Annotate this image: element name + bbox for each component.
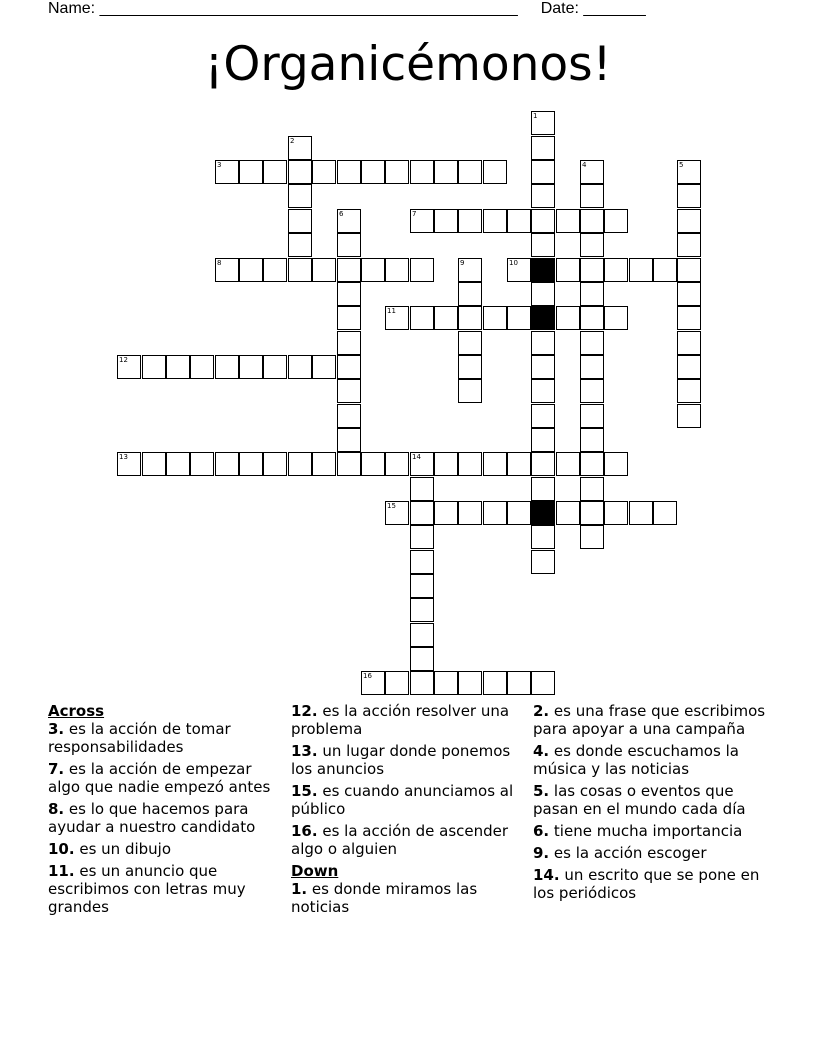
crossword-cell[interactable] bbox=[556, 306, 580, 330]
crossword-cell[interactable] bbox=[337, 258, 361, 282]
crossword-cell[interactable] bbox=[580, 428, 604, 452]
crossword-cell[interactable] bbox=[410, 574, 434, 598]
clue-text: es lo que hacemos para ayudar a nuestro candidato bbox=[48, 800, 256, 836]
crossword-cell[interactable] bbox=[337, 404, 361, 428]
crossword-black-cell bbox=[531, 306, 555, 330]
crossword-cell[interactable] bbox=[361, 452, 385, 476]
clue-text: es la acción escoger bbox=[553, 844, 707, 862]
clue-text: es la acción de ascender algo o alguien bbox=[291, 822, 509, 858]
cell-number: 6 bbox=[339, 210, 344, 218]
crossword-cell[interactable] bbox=[677, 355, 701, 379]
across-clue bbox=[291, 742, 523, 778]
crossword-cell[interactable] bbox=[556, 452, 580, 476]
clue-text: un escrito que se pone en los periódicos bbox=[533, 866, 760, 902]
crossword-cell[interactable] bbox=[531, 671, 555, 695]
crossword-cell[interactable] bbox=[531, 477, 555, 501]
across-clue bbox=[48, 840, 280, 858]
crossword-cell[interactable] bbox=[385, 306, 409, 330]
cell-number: 1 bbox=[533, 112, 538, 120]
crossword-cell[interactable] bbox=[458, 331, 482, 355]
crossword-cell[interactable] bbox=[458, 671, 482, 695]
down-clue bbox=[533, 866, 778, 902]
cell-number: 16 bbox=[363, 672, 372, 680]
crossword-cell[interactable] bbox=[483, 209, 507, 233]
clue-text: es la acción de tomar responsabilidades bbox=[48, 720, 231, 756]
cell-number: 12 bbox=[119, 356, 128, 364]
crossword-cell[interactable] bbox=[410, 209, 434, 233]
crossword-cell[interactable] bbox=[604, 452, 628, 476]
clue-number: 5. bbox=[533, 782, 550, 800]
crossword-cell[interactable] bbox=[385, 258, 409, 282]
crossword-cell[interactable] bbox=[385, 160, 409, 184]
crossword-cell[interactable] bbox=[434, 209, 458, 233]
clue-text: las cosas o eventos que pasan en el mundo cada día bbox=[533, 782, 746, 818]
cell-number: 3 bbox=[217, 161, 222, 169]
crossword-cell[interactable] bbox=[653, 501, 677, 525]
crossword-cell[interactable] bbox=[239, 160, 263, 184]
crossword-cell[interactable] bbox=[677, 331, 701, 355]
clue-text: es la acción de empezar algo que nadie empezó antes bbox=[48, 760, 271, 796]
crossword-cell[interactable] bbox=[556, 501, 580, 525]
crossword-cell[interactable] bbox=[604, 501, 628, 525]
down-clue bbox=[291, 880, 523, 916]
crossword-cell[interactable] bbox=[677, 233, 701, 257]
across-clue bbox=[48, 760, 280, 796]
clue-text: es donde escuchamos la música y las noticias bbox=[533, 742, 739, 778]
crossword-cell[interactable] bbox=[580, 233, 604, 257]
crossword-cell[interactable] bbox=[337, 452, 361, 476]
crossword-cell[interactable] bbox=[239, 258, 263, 282]
crossword-cell[interactable] bbox=[531, 355, 555, 379]
crossword-cell[interactable] bbox=[385, 671, 409, 695]
crossword-cell[interactable] bbox=[215, 355, 239, 379]
crossword-cell[interactable] bbox=[434, 160, 458, 184]
crossword-cell[interactable] bbox=[580, 379, 604, 403]
crossword-cell[interactable] bbox=[580, 331, 604, 355]
crossword-cell[interactable] bbox=[434, 306, 458, 330]
crossword-cell[interactable] bbox=[458, 160, 482, 184]
crossword-cell[interactable] bbox=[531, 233, 555, 257]
crossword-cell[interactable] bbox=[580, 404, 604, 428]
crossword-cell[interactable] bbox=[215, 258, 239, 282]
clue-text: es un anuncio que escribimos con letras muy grandes bbox=[48, 862, 246, 916]
clue-number: 16. bbox=[291, 822, 318, 840]
crossword-cell[interactable] bbox=[580, 209, 604, 233]
name-label: Name: bbox=[48, 0, 96, 17]
down-clue bbox=[533, 702, 778, 738]
clue-number: 7. bbox=[48, 760, 65, 778]
crossword-cell[interactable] bbox=[531, 404, 555, 428]
crossword-cell[interactable] bbox=[337, 282, 361, 306]
crossword-cell[interactable] bbox=[410, 258, 434, 282]
crossword-cell[interactable] bbox=[458, 258, 482, 282]
crossword-cell[interactable] bbox=[677, 282, 701, 306]
across-clue bbox=[291, 702, 523, 738]
crossword-cell[interactable] bbox=[190, 355, 214, 379]
clue-number: 3. bbox=[48, 720, 65, 738]
crossword-cell[interactable] bbox=[410, 671, 434, 695]
crossword-cell[interactable] bbox=[556, 258, 580, 282]
clue-number: 9. bbox=[533, 844, 550, 862]
clue-text: es la acción resolver una problema bbox=[291, 702, 510, 738]
crossword-cell[interactable] bbox=[580, 160, 604, 184]
crossword-cell[interactable] bbox=[410, 477, 434, 501]
crossword-cell[interactable] bbox=[458, 306, 482, 330]
crossword-cell[interactable] bbox=[166, 452, 190, 476]
clue-text: tiene mucha importancia bbox=[553, 822, 743, 840]
across-clue bbox=[48, 800, 280, 836]
cell-number: 13 bbox=[119, 453, 128, 461]
crossword-cell[interactable] bbox=[531, 331, 555, 355]
cell-number: 14 bbox=[412, 453, 421, 461]
clue-column-3 bbox=[533, 702, 778, 906]
crossword-cell[interactable] bbox=[337, 233, 361, 257]
crossword-cell[interactable] bbox=[483, 671, 507, 695]
down-clue bbox=[533, 844, 778, 862]
across-clue bbox=[291, 782, 523, 818]
crossword-cell[interactable] bbox=[337, 379, 361, 403]
crossword-cell[interactable] bbox=[580, 525, 604, 549]
crossword-cell[interactable] bbox=[677, 209, 701, 233]
cell-number: 7 bbox=[412, 210, 417, 218]
crossword-cell[interactable] bbox=[410, 623, 434, 647]
crossword-cell[interactable] bbox=[507, 258, 531, 282]
crossword-cell[interactable] bbox=[507, 306, 531, 330]
date-blank[interactable]: _______ bbox=[583, 0, 646, 17]
crossword-cell[interactable] bbox=[337, 160, 361, 184]
crossword-cell[interactable] bbox=[483, 160, 507, 184]
crossword-cell[interactable] bbox=[531, 160, 555, 184]
crossword-cell[interactable] bbox=[410, 647, 434, 671]
clue-text: un lugar donde ponemos los anuncios bbox=[291, 742, 511, 778]
crossword-black-cell bbox=[531, 501, 555, 525]
cell-number: 10 bbox=[509, 259, 518, 267]
across-heading: Across bbox=[48, 702, 105, 720]
crossword-cell[interactable] bbox=[677, 258, 701, 282]
down-clue bbox=[533, 822, 778, 840]
crossword-cell[interactable] bbox=[629, 258, 653, 282]
crossword-cell[interactable] bbox=[337, 355, 361, 379]
crossword-cell[interactable] bbox=[580, 282, 604, 306]
clue-number: 6. bbox=[533, 822, 550, 840]
crossword-cell[interactable] bbox=[117, 355, 141, 379]
crossword-cell[interactable] bbox=[410, 550, 434, 574]
crossword-cell[interactable] bbox=[410, 501, 434, 525]
crossword-cell[interactable] bbox=[288, 233, 312, 257]
crossword-cell[interactable] bbox=[142, 452, 166, 476]
crossword-cell[interactable] bbox=[677, 404, 701, 428]
crossword-cell[interactable] bbox=[580, 477, 604, 501]
crossword-cell[interactable] bbox=[288, 136, 312, 160]
crossword-cell[interactable] bbox=[531, 379, 555, 403]
clue-number: 1. bbox=[291, 880, 308, 898]
crossword-cell[interactable] bbox=[580, 452, 604, 476]
crossword-cell[interactable] bbox=[677, 160, 701, 184]
crossword-cell[interactable] bbox=[507, 209, 531, 233]
crossword-cell[interactable] bbox=[507, 671, 531, 695]
crossword-cell[interactable] bbox=[458, 355, 482, 379]
crossword-cell[interactable] bbox=[410, 598, 434, 622]
crossword-cell[interactable] bbox=[677, 379, 701, 403]
crossword-cell[interactable] bbox=[288, 452, 312, 476]
clue-column-2 bbox=[291, 702, 523, 920]
crossword-cell[interactable] bbox=[580, 306, 604, 330]
crossword-cell[interactable] bbox=[458, 501, 482, 525]
crossword-cell[interactable] bbox=[434, 501, 458, 525]
crossword-cell[interactable] bbox=[434, 671, 458, 695]
clue-number: 11. bbox=[48, 862, 75, 880]
crossword-cell[interactable] bbox=[117, 452, 141, 476]
clue-text: es donde miramos las noticias bbox=[291, 880, 478, 916]
crossword-cell[interactable] bbox=[580, 355, 604, 379]
crossword-cell[interactable] bbox=[288, 184, 312, 208]
crossword-cell[interactable] bbox=[531, 184, 555, 208]
crossword-cell[interactable] bbox=[190, 452, 214, 476]
crossword-cell[interactable] bbox=[361, 671, 385, 695]
crossword-cell[interactable] bbox=[458, 209, 482, 233]
clue-text: es una frase que escribimos para apoyar a una campaña bbox=[533, 702, 766, 738]
crossword-cell[interactable] bbox=[604, 258, 628, 282]
crossword-cell[interactable] bbox=[385, 452, 409, 476]
crossword-cell[interactable] bbox=[507, 501, 531, 525]
crossword-cell[interactable] bbox=[361, 160, 385, 184]
crossword-cell[interactable] bbox=[458, 282, 482, 306]
crossword-cell[interactable] bbox=[215, 452, 239, 476]
crossword-cell[interactable] bbox=[531, 209, 555, 233]
crossword-cell[interactable] bbox=[361, 258, 385, 282]
cell-number: 5 bbox=[679, 161, 684, 169]
crossword-cell[interactable] bbox=[410, 306, 434, 330]
crossword-cell[interactable] bbox=[604, 306, 628, 330]
crossword-cell[interactable] bbox=[483, 306, 507, 330]
crossword-cell[interactable] bbox=[458, 379, 482, 403]
crossword-cell[interactable] bbox=[629, 501, 653, 525]
crossword-cell[interactable] bbox=[507, 452, 531, 476]
crossword-cell[interactable] bbox=[653, 258, 677, 282]
crossword-cell[interactable] bbox=[312, 258, 336, 282]
crossword-cell[interactable] bbox=[288, 160, 312, 184]
crossword-cell[interactable] bbox=[434, 452, 458, 476]
crossword-cell[interactable] bbox=[312, 355, 336, 379]
crossword-cell[interactable] bbox=[580, 258, 604, 282]
down-heading: Down bbox=[291, 862, 339, 880]
crossword-cell[interactable] bbox=[483, 501, 507, 525]
crossword-cell[interactable] bbox=[531, 452, 555, 476]
clue-number: 13. bbox=[291, 742, 318, 760]
cell-number: 2 bbox=[290, 137, 295, 145]
date-label: Date: bbox=[540, 0, 579, 17]
crossword-cell[interactable] bbox=[337, 331, 361, 355]
crossword-cell[interactable] bbox=[580, 184, 604, 208]
crossword-cell[interactable] bbox=[677, 306, 701, 330]
down-clue bbox=[533, 742, 778, 778]
crossword-cell[interactable] bbox=[385, 501, 409, 525]
crossword-cell[interactable] bbox=[410, 525, 434, 549]
clue-number: 10. bbox=[48, 840, 75, 858]
crossword-cell[interactable] bbox=[531, 428, 555, 452]
across-clue bbox=[48, 720, 280, 756]
crossword-cell[interactable] bbox=[239, 355, 263, 379]
clue-text: es cuando anunciamos al público bbox=[291, 782, 514, 818]
crossword-cell[interactable] bbox=[531, 282, 555, 306]
clue-number: 15. bbox=[291, 782, 318, 800]
crossword-cell[interactable] bbox=[288, 209, 312, 233]
crossword-cell[interactable] bbox=[483, 452, 507, 476]
crossword-cell[interactable] bbox=[531, 136, 555, 160]
cell-number: 11 bbox=[387, 307, 396, 315]
clue-number: 12. bbox=[291, 702, 318, 720]
crossword-cell[interactable] bbox=[531, 111, 555, 135]
crossword-cell[interactable] bbox=[288, 355, 312, 379]
crossword-cell[interactable] bbox=[531, 525, 555, 549]
clue-text: es un dibujo bbox=[79, 840, 172, 858]
clue-number: 2. bbox=[533, 702, 550, 720]
cell-number: 4 bbox=[582, 161, 587, 169]
crossword-cell[interactable] bbox=[337, 306, 361, 330]
crossword-cell[interactable] bbox=[337, 209, 361, 233]
crossword-cell[interactable] bbox=[263, 160, 287, 184]
cell-number: 8 bbox=[217, 259, 222, 267]
cell-number: 15 bbox=[387, 502, 396, 510]
across-clue bbox=[291, 822, 523, 858]
down-clue bbox=[533, 782, 778, 818]
crossword-cell[interactable] bbox=[410, 160, 434, 184]
across-clue bbox=[48, 862, 280, 916]
crossword-cell[interactable] bbox=[215, 160, 239, 184]
crossword-cell[interactable] bbox=[239, 452, 263, 476]
crossword-cell[interactable] bbox=[580, 501, 604, 525]
crossword-cell[interactable] bbox=[410, 452, 434, 476]
crossword-cell[interactable] bbox=[531, 550, 555, 574]
crossword-cell[interactable] bbox=[312, 160, 336, 184]
crossword-cell[interactable] bbox=[677, 184, 701, 208]
crossword-cell[interactable] bbox=[166, 355, 190, 379]
crossword-cell[interactable] bbox=[458, 452, 482, 476]
crossword-cell[interactable] bbox=[556, 209, 580, 233]
crossword-cell[interactable] bbox=[337, 428, 361, 452]
clue-number: 8. bbox=[48, 800, 65, 818]
page-title: ¡Organicémonos! bbox=[204, 37, 612, 92]
name-blank[interactable]: _______________________________________________ bbox=[99, 0, 518, 17]
crossword-cell[interactable] bbox=[142, 355, 166, 379]
crossword-cell[interactable] bbox=[263, 355, 287, 379]
crossword-cell[interactable] bbox=[263, 452, 287, 476]
crossword-cell[interactable] bbox=[604, 209, 628, 233]
cell-number: 9 bbox=[460, 259, 465, 267]
crossword-cell[interactable] bbox=[312, 452, 336, 476]
crossword-black-cell bbox=[531, 258, 555, 282]
clue-column-1 bbox=[48, 702, 280, 920]
clue-number: 4. bbox=[533, 742, 550, 760]
clue-number: 14. bbox=[533, 866, 560, 884]
crossword-cell[interactable] bbox=[263, 258, 287, 282]
crossword-cell[interactable] bbox=[288, 258, 312, 282]
